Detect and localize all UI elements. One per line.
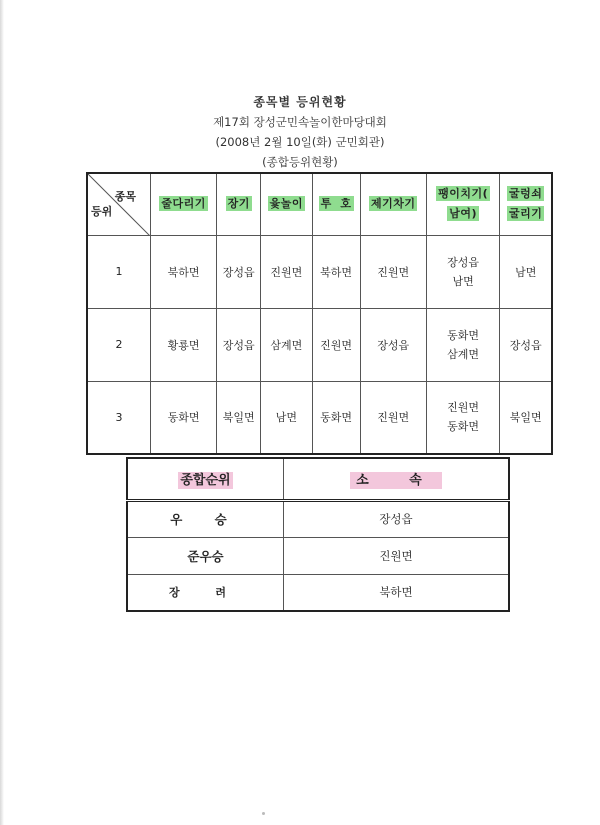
- overall-rank-table: [126, 457, 510, 612]
- table-cell: [426, 308, 500, 381]
- table-cell: 장성읍: [360, 308, 426, 381]
- summary-header-affiliation: [284, 458, 510, 500]
- event-date-venue: (2008년 2월 10일(화) 군민회관): [215, 135, 385, 149]
- summary-rank-cell: [127, 537, 284, 574]
- column-header: [312, 173, 360, 235]
- table-cell: 장성읍: [217, 235, 261, 308]
- document-subtitle: (종합등위현황): [262, 155, 338, 169]
- summary-rank-label: 장 려: [168, 586, 243, 600]
- cell-line: 남면: [452, 274, 474, 288]
- event-rank-table: [86, 172, 553, 455]
- table-cell: 동화면: [312, 381, 360, 454]
- summary-header-rank-label: 종합순위: [180, 473, 231, 489]
- column-header-label: 굴렁쇠: [509, 187, 543, 201]
- table-row: [127, 537, 509, 574]
- table-cell: 동화면: [151, 381, 217, 454]
- table-row: [87, 235, 552, 308]
- column-header-label: 윷놀이: [269, 197, 304, 211]
- column-header: [217, 173, 261, 235]
- column-header-label: 장기: [227, 197, 250, 211]
- event-name: 제17회 장성군민속놀이한마당대회: [213, 115, 387, 129]
- corner-label-rank: 등위: [91, 204, 113, 218]
- rank-table-header-row: [87, 173, 552, 235]
- table-cell: 삼계면: [261, 308, 312, 381]
- column-header-label: 투 호: [320, 197, 352, 211]
- rank-number-cell: 2: [87, 308, 151, 381]
- document-title: 종목별 등위현황: [253, 95, 347, 109]
- summary-affiliation-cell: 장성읍: [284, 500, 510, 537]
- summary-rank-label: 준우승: [187, 548, 224, 564]
- column-header-label-line2: 남여): [449, 207, 477, 221]
- rank-number-cell: 3: [87, 381, 151, 454]
- cell-line: 진원면: [447, 401, 480, 415]
- cell-line: 삼계면: [447, 347, 480, 361]
- summary-header-affiliation-label: 소 속: [350, 472, 442, 489]
- summary-rank-cell: [127, 500, 284, 537]
- cell-line: 장성읍: [447, 255, 480, 269]
- rank-number-cell: 1: [87, 235, 151, 308]
- table-cell: 북하면: [312, 235, 360, 308]
- column-header: [426, 173, 500, 235]
- summary-affiliation-cell: 북하면: [284, 574, 510, 611]
- table-cell: 진원면: [360, 381, 426, 454]
- table-cell: 장성읍: [500, 308, 552, 381]
- table-cell: 북하면: [151, 235, 217, 308]
- cell-line: 동화면: [447, 420, 480, 434]
- table-cell: 진원면: [312, 308, 360, 381]
- table-cell: [426, 381, 500, 454]
- table-cell: 진원면: [261, 235, 312, 308]
- scan-speck: [262, 812, 265, 815]
- table-cell: 장성읍: [217, 308, 261, 381]
- document-heading: [0, 92, 600, 172]
- table-cell: [426, 235, 500, 308]
- table-cell: 황룡면: [151, 308, 217, 381]
- summary-rank-label: 우 승: [170, 512, 241, 527]
- table-row: [87, 308, 552, 381]
- table-cell: 남면: [500, 235, 552, 308]
- column-header-label: 줄다리기: [161, 197, 206, 211]
- column-header: [500, 173, 552, 235]
- table-row: [127, 500, 509, 537]
- column-header-label: 팽이치기(: [438, 187, 489, 201]
- column-header-label: 제기차기: [370, 197, 416, 211]
- corner-label-event: 종목: [114, 190, 136, 203]
- table-row: [127, 574, 509, 611]
- summary-header-row: [127, 458, 509, 500]
- cell-line: 동화면: [447, 328, 480, 342]
- table-row: [87, 381, 552, 454]
- column-header-label-line2: 굴리기: [509, 207, 543, 221]
- summary-rank-cell: [127, 574, 284, 611]
- table-cell: 남면: [261, 381, 312, 454]
- column-header: [151, 173, 217, 235]
- summary-affiliation-cell: 진원면: [284, 537, 510, 574]
- summary-header-rank: [127, 458, 284, 500]
- table-cell: 북일면: [217, 381, 261, 454]
- table-cell: 북일면: [500, 381, 552, 454]
- column-header: [261, 173, 312, 235]
- column-header: [360, 173, 426, 235]
- corner-header-cell: [87, 173, 151, 235]
- table-cell: 진원면: [360, 235, 426, 308]
